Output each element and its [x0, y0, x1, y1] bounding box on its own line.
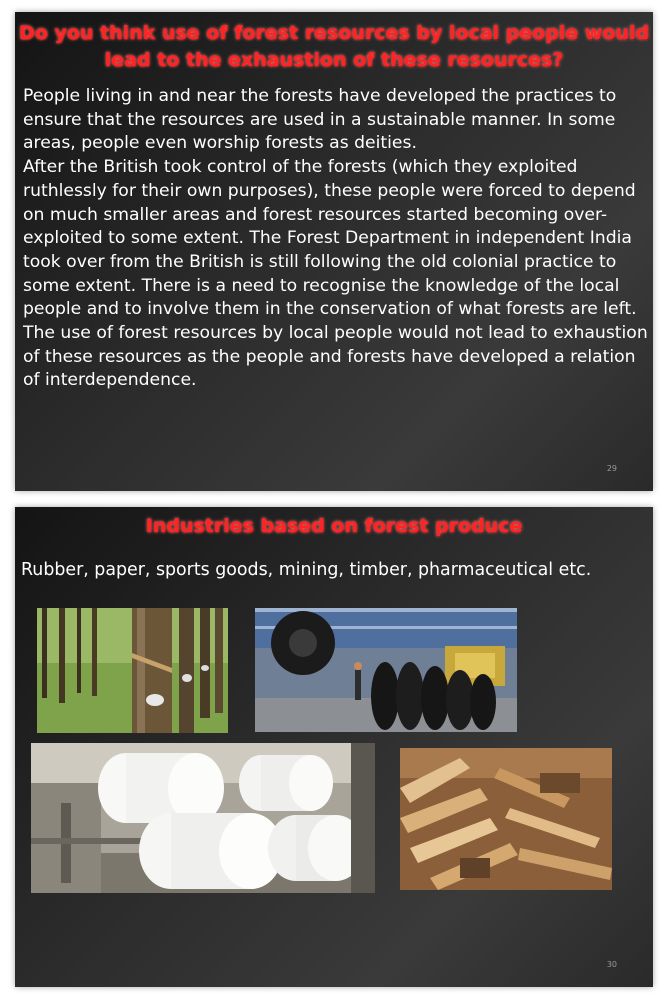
- paragraph-practices: People living in and near the forests have developed the practices to ensure that the resources are used in a sustainable manner. In some areas, people even worship forests as deities.: [23, 86, 617, 154]
- tyre-factory-photo: [255, 608, 517, 732]
- slide-title: Do you think use of forest resources by local people would lead to the exhaustion of these resources?: [18, 22, 650, 71]
- slide-title: Industries based on forest produce: [145, 515, 523, 537]
- industries-list-text: Rubber, paper, sports goods, mining, timber, pharmaceutical etc.: [21, 560, 592, 580]
- timber-wood-photo: [400, 748, 612, 890]
- slide-30: [15, 507, 653, 987]
- slide-number: 29: [606, 464, 617, 473]
- slide-29: [15, 12, 653, 491]
- rubber-tapping-photo: [37, 608, 228, 733]
- paper-mill-rolls-photo: [31, 743, 375, 893]
- slide-body-text: [23, 85, 648, 393]
- slide-number: 30: [606, 960, 617, 969]
- paragraph-british: After the British took control of the forests (which they exploited ruthlessly for their own purposes), these people were forced to depend on much smaller areas and forest resources started becoming over-exploited to some extent. The Forest Department in independent India took over from the British is still following the old colonial practice to some extent. There is a need to recognise the knowledge of the local people and to involve them in the conservation of what forests are left. The use of forest resources by local people would not lead to exhaustion of these resources as the people and forests have developed a relation of interdependence.: [23, 157, 648, 391]
